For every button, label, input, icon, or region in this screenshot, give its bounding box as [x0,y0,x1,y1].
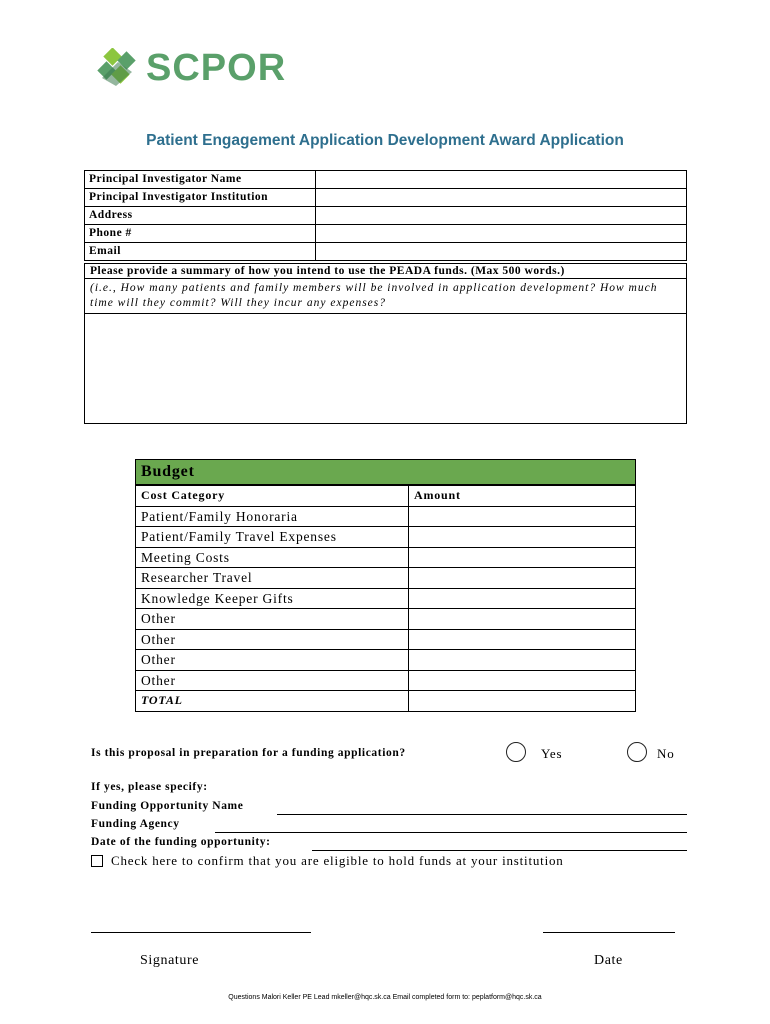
table-row [85,207,687,225]
table-row [136,629,636,650]
budget-category: Knowledge Keeper Gifts [136,588,409,609]
signature-field[interactable] [91,932,311,933]
phone-label: Phone # [85,225,316,243]
budget-amount-field[interactable] [409,609,636,630]
eligibility-checkbox[interactable] [91,855,103,867]
total-label: TOTAL [136,691,409,712]
budget-category: Other [136,670,409,691]
table-row [136,670,636,691]
summary-box [84,263,687,424]
footer-contact: Questions Malori Keller PE Lead mkeller@hqc.sk.ca Email completed form to: peplatform@hqc.sk.ca [228,994,542,1001]
budget-amount-field[interactable] [409,527,636,548]
budget-category: Patient/Family Honoraria [136,506,409,527]
budget-column-headers [136,485,636,506]
budget-amount-field[interactable] [409,568,636,589]
budget-category: Researcher Travel [136,568,409,589]
amount-header: Amount [409,485,636,506]
budget-amount-field[interactable] [409,588,636,609]
budget-title: Budget [136,460,636,486]
yes-radio[interactable] [506,742,526,762]
budget-category: Other [136,650,409,671]
table-row [85,243,687,261]
email-field[interactable] [316,243,687,261]
investigator-table [84,170,687,261]
funding-question: Is this proposal in preparation for a funding application? [91,747,406,759]
budget-amount-field[interactable] [409,650,636,671]
phone-field[interactable] [316,225,687,243]
funding-opportunity-label: Funding Opportunity Name [91,800,244,812]
pi-institution-label: Principal Investigator Institution [85,189,316,207]
specify-label: If yes, please specify: [91,781,208,793]
address-label: Address [85,207,316,225]
pi-institution-field[interactable] [316,189,687,207]
eligibility-confirm [91,853,564,869]
budget-amount-field[interactable] [409,629,636,650]
budget-amount-field[interactable] [409,506,636,527]
table-row [85,189,687,207]
table-row [136,650,636,671]
pi-name-label: Principal Investigator Name [85,171,316,189]
budget-total-row [136,691,636,712]
budget-category: Meeting Costs [136,547,409,568]
funding-agency-field[interactable] [215,832,687,833]
table-row [136,547,636,568]
budget-amount-field[interactable] [409,547,636,568]
table-row [85,225,687,243]
budget-amount-field[interactable] [409,670,636,691]
table-row [136,609,636,630]
logo-text: SCPOR [146,47,287,89]
no-radio[interactable] [627,742,647,762]
summary-answer-field[interactable] [85,314,686,409]
table-row [136,588,636,609]
eligibility-text: Check here to confirm that you are eligible to hold funds at your institution [111,853,564,868]
budget-table [135,459,636,712]
address-field[interactable] [316,207,687,225]
budget-category: Other [136,609,409,630]
budget-header-row [136,460,636,486]
page-title: Patient Engagement Application Development Award Application [146,132,624,149]
funding-opportunity-field[interactable] [277,814,687,815]
date-label: Date [594,953,623,968]
table-row [85,171,687,189]
scpor-logo-icon [96,48,140,88]
summary-question: Please provide a summary of how you intend to use the PEADA funds. (Max 500 words.) [85,264,686,279]
budget-category: Patient/Family Travel Expenses [136,527,409,548]
email-label: Email [85,243,316,261]
signature-label: Signature [140,953,200,968]
cost-category-header: Cost Category [136,485,409,506]
total-amount-field[interactable] [409,691,636,712]
yes-label: Yes [541,746,563,761]
table-row [136,568,636,589]
scpor-logo [96,46,286,90]
table-row [136,527,636,548]
table-row [136,506,636,527]
budget-category: Other [136,629,409,650]
summary-hint: (i.e., How many patients and family members will be involved in application development? How much time will they commit? Will they incur any expenses? [85,279,686,314]
funding-date-field[interactable] [312,850,687,851]
no-label: No [657,746,675,761]
funding-date-label: Date of the funding opportunity: [91,836,271,848]
funding-agency-label: Funding Agency [91,818,180,830]
date-field[interactable] [543,932,675,933]
pi-name-field[interactable] [316,171,687,189]
